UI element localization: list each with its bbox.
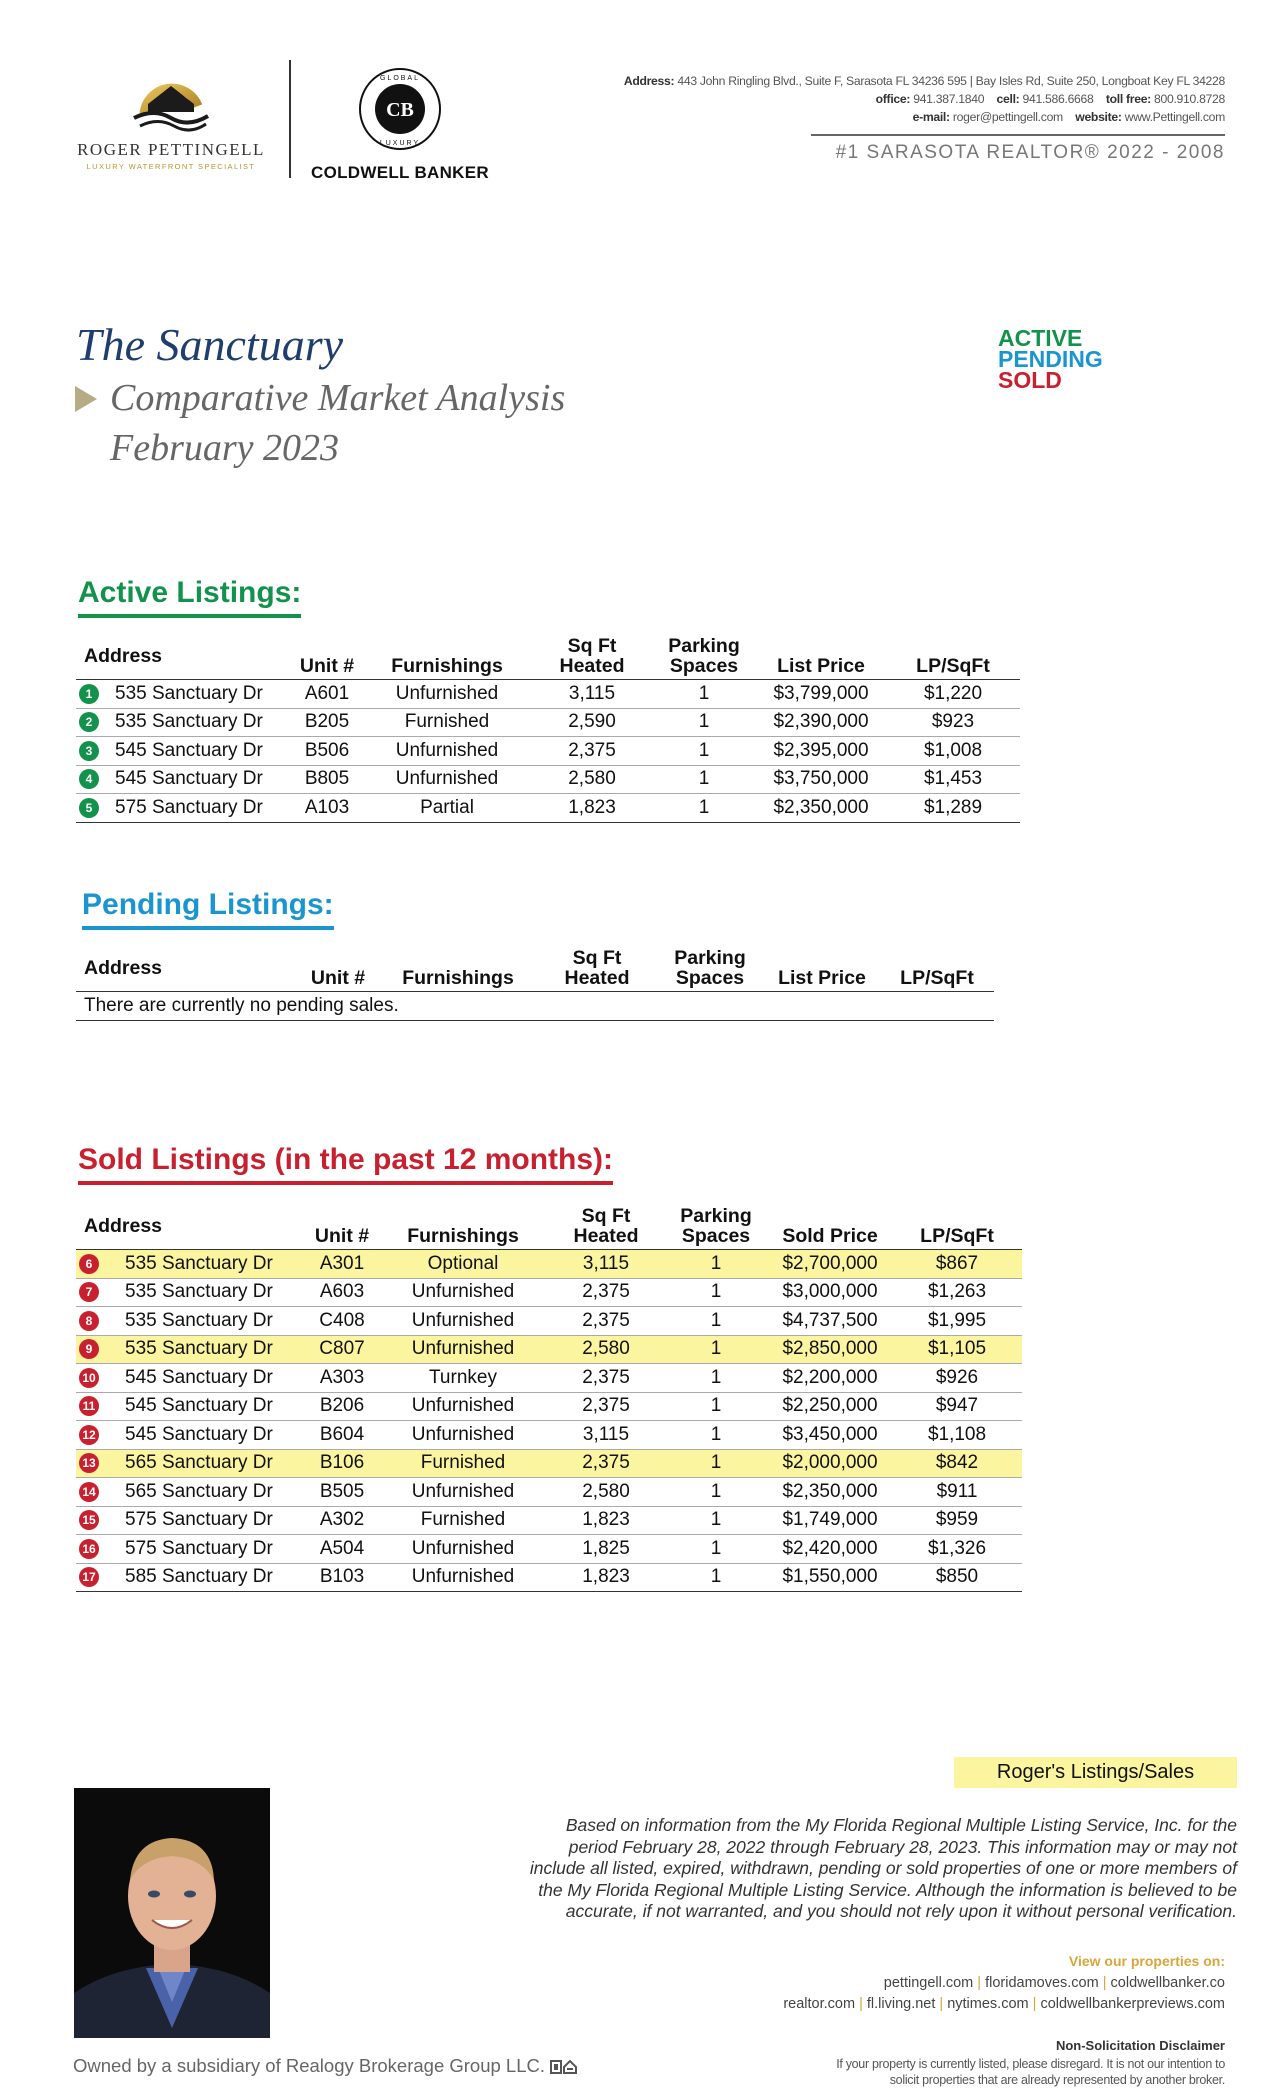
cell-sqft: 2,590 [532,708,652,737]
col-address: Address [84,1215,163,1237]
cell-sqft: 2,580 [548,1478,664,1507]
table-row [76,1421,1022,1450]
cell-furnishings: Unfurnished [362,680,532,709]
col-parking: Parking Spaces [668,635,740,677]
page-subtitle: Comparative Market Analysis [110,377,566,419]
col-address: Address [84,957,163,979]
legend-pending: PENDING [998,346,1103,372]
cell-ppsf: $850 [892,1563,1022,1592]
property-links [783,1973,1225,2015]
report-date: February 2023 [110,427,340,469]
cell-unit: C807 [306,1335,378,1364]
cell-unit: C408 [306,1307,378,1336]
col-ppsf: LP/SqFt [916,655,990,677]
legend-active: ACTIVE [998,325,1083,351]
cell-price: $3,450,000 [768,1421,892,1450]
property-site-link[interactable]: floridamoves.com [985,1975,1099,1991]
cell-unit: B206 [306,1392,378,1421]
cell-parking: 1 [652,765,756,794]
listing-number-badge: 14 [79,1482,99,1502]
cell-sqft: 3,115 [548,1250,664,1279]
address-text: 535 Sanctuary Dr [115,711,263,733]
cell-sqft: 1,825 [548,1535,664,1564]
view-properties-label: View our properties on: [1068,1953,1225,1969]
cell-price: $2,395,000 [756,737,886,766]
cell-unit: A504 [306,1535,378,1564]
cell-unit: B505 [306,1478,378,1507]
cell-unit: A103 [292,794,362,823]
table-header-row [76,636,1020,680]
address-text: 545 Sanctuary Dr [115,739,263,761]
col-unit: Unit # [314,1225,370,1247]
cell-furnishings: Unfurnished [362,765,532,794]
table-header-row [76,1206,1022,1250]
tollfree-phone: 800.910.8728 [1154,92,1225,106]
cell-price: $1,749,000 [768,1506,892,1535]
cell-address [76,737,292,766]
cell-ppsf: $1,289 [886,794,1020,823]
cell-furnishings: Unfurnished [378,1535,548,1564]
listing-number-badge: 17 [79,1567,99,1587]
cell-furnishings: Unfurnished [378,1478,548,1507]
cell-ppsf: $926 [892,1364,1022,1393]
listing-number-badge: 3 [79,741,99,761]
email-link[interactable]: roger@pettingell.com [952,110,1063,124]
cell-unit: A301 [306,1250,378,1279]
roger-pettingell-logo [66,66,276,186]
cell-address [76,708,292,737]
cell-parking: 1 [664,1421,768,1450]
table-row [76,1307,1022,1336]
cell-unit: A603 [306,1278,378,1307]
cell-sqft: 2,580 [548,1335,664,1364]
agent-portrait-icon [74,1788,270,2038]
status-legend [998,325,1103,393]
cell-address [76,1563,306,1592]
seal-mark: CB [386,99,414,121]
address-text: 535 Sanctuary Dr [125,1252,273,1274]
link-separator: | [1098,1975,1111,1991]
address-text: 565 Sanctuary Dr [125,1480,273,1502]
pending-heading: Pending Listings: [82,888,334,922]
col-price: List Price [777,655,865,677]
listing-number-badge: 2 [79,712,99,732]
cell-address [76,1364,306,1393]
cell-unit: A303 [306,1364,378,1393]
cell-address [76,1392,306,1421]
cell-price: $2,000,000 [768,1449,892,1478]
address-text: 535 Sanctuary Dr [115,682,263,704]
cell-address [76,1449,306,1478]
col-furnishings: Furnishings [407,1225,519,1247]
cell-unit: B604 [306,1421,378,1450]
cell-parking: 1 [664,1563,768,1592]
address-text: 585 Sanctuary Dr [125,1566,273,1588]
table-row [76,680,1020,709]
table-row [76,1449,1022,1478]
office-phone: 941.387.1840 [913,92,985,106]
table-row [76,992,994,1021]
cell-sqft: 2,375 [548,1307,664,1336]
cell-price: $2,850,000 [768,1335,892,1364]
listing-number-badge: 7 [79,1282,99,1302]
cell-address [76,1335,306,1364]
property-site-link[interactable]: coldwellbankerpreviews.com [1040,1996,1225,2012]
col-unit: Unit # [310,967,366,989]
cell-parking: 1 [664,1392,768,1421]
col-sqft: Sq Ft Heated [559,635,625,677]
cell-ppsf: $1,108 [892,1421,1022,1450]
col-ppsf: LP/SqFt [920,1225,994,1247]
cell-ppsf: $1,995 [892,1307,1022,1336]
cell-unit: A601 [292,680,362,709]
header-rule [811,134,1225,136]
cell-furnishings: Furnished [378,1506,548,1535]
cell-address [76,1478,306,1507]
table-row [76,765,1020,794]
table-row [76,1250,1022,1279]
listing-number-badge: 8 [79,1311,99,1331]
cell-address [76,1307,306,1336]
address-text: 545 Sanctuary Dr [125,1395,273,1417]
triangle-arrow-icon [75,386,97,412]
cell-furnishings: Unfurnished [378,1278,548,1307]
cell-parking: 1 [664,1250,768,1279]
cell-unit: B106 [306,1449,378,1478]
cell-price: $4,737,500 [768,1307,892,1336]
cell-ppsf: $947 [892,1392,1022,1421]
cell-phone: 941.586.6668 [1022,92,1094,106]
table-row [76,1335,1022,1364]
cell-ppsf: $1,263 [892,1278,1022,1307]
cell-parking: 1 [652,708,756,737]
listing-number-badge: 6 [79,1254,99,1274]
col-parking: Parking Spaces [680,1205,752,1247]
cell-price: $1,550,000 [768,1563,892,1592]
listing-number-badge: 4 [79,769,99,789]
table-row [76,1506,1022,1535]
cell-address [76,1535,306,1564]
office-address: 443 John Ringling Blvd., Suite F, Sarasota FL 34236 595 | Bay Isles Rd, Suite 250, Longboat Key FL 34228 [677,74,1225,88]
sold-heading: Sold Listings (in the past 12 months): [78,1143,613,1177]
cell-price: $2,420,000 [768,1535,892,1564]
cell-parking: 1 [664,1307,768,1336]
address-text: 575 Sanctuary Dr [125,1537,273,1559]
cell-parking: 1 [664,1506,768,1535]
cell-address [76,680,292,709]
cell-price: $2,350,000 [756,794,886,823]
coldwell-banker-logo [300,66,500,182]
property-site-link[interactable]: coldwellbanker.co [1110,1975,1225,1991]
link-separator: | [973,1975,986,1991]
col-parking: Parking Spaces [674,947,746,989]
link-separator: | [855,1996,867,2012]
col-price: List Price [778,967,866,989]
table-row [76,794,1020,823]
cell-address [76,765,292,794]
cell-parking: 1 [664,1335,768,1364]
table-row [76,1364,1022,1393]
listing-number-badge: 13 [79,1453,99,1473]
listing-number-badge: 16 [79,1539,99,1559]
cell-furnishings: Optional [378,1250,548,1279]
cell-furnishings: Unfurnished [378,1335,548,1364]
logo-divider [289,60,291,178]
cell-sqft: 2,375 [532,737,652,766]
address-text: 535 Sanctuary Dr [125,1338,273,1360]
link-separator: | [935,1996,948,2012]
col-unit: Unit # [299,655,355,677]
cell-ppsf: $1,220 [886,680,1020,709]
cell-unit: B506 [292,737,362,766]
address-text: 545 Sanctuary Dr [115,768,263,790]
table-row [76,737,1020,766]
col-address: Address [84,645,163,667]
cell-parking: 1 [652,680,756,709]
realtor-ranking: #1 SARASOTA REALTOR® 2022 - 2008 [835,142,1225,163]
col-sqft: Sq Ft Heated [573,1205,639,1247]
cell-furnishings: Unfurnished [378,1421,548,1450]
cell-ppsf: $923 [886,708,1020,737]
cell-address [76,1506,306,1535]
listing-number-badge: 12 [79,1425,99,1445]
cell-ppsf: $959 [892,1506,1022,1535]
cell-price: $3,000,000 [768,1278,892,1307]
col-ppsf: LP/SqFt [900,967,974,989]
cell-furnishings: Unfurnished [378,1563,548,1592]
cell-sqft: 1,823 [548,1563,664,1592]
cell-sqft: 2,375 [548,1364,664,1393]
agent-photo [74,1788,270,2038]
property-site-link[interactable]: pettingell.com [883,1975,974,1991]
cell-parking: 1 [664,1278,768,1307]
sold-listings-table [76,1206,1022,1592]
listing-number-badge: 11 [79,1396,99,1416]
property-site-link[interactable]: fl.living.net [866,1996,936,2012]
cell-furnishings: Partial [362,794,532,823]
cell-unit: B805 [292,765,362,794]
seal-bottom-text: LUXURY [379,140,421,147]
cell-furnishings: Unfurnished [362,737,532,766]
cell-ppsf: $842 [892,1449,1022,1478]
listing-number-badge: 9 [79,1339,99,1359]
address-text: 545 Sanctuary Dr [125,1423,273,1445]
page-title: The Sanctuary [76,319,344,370]
cell-unit: A302 [306,1506,378,1535]
seal-top-text: GLOBAL [379,75,421,82]
address-text: 575 Sanctuary Dr [125,1509,273,1531]
cell-furnishings: Unfurnished [378,1307,548,1336]
cell-price: $3,799,000 [756,680,886,709]
address-text: 535 Sanctuary Dr [125,1281,273,1303]
table-row [76,1392,1022,1421]
col-price: Sold Price [782,1225,878,1247]
table-header-row [76,948,994,992]
property-site-link[interactable]: nytimes.com [947,1996,1029,2012]
nonsolicit-text: If your property is currently listed, please disregard. It is not our intention to solicit properties that are already represented by another broker. [836,2057,1225,2087]
cell-address [76,794,292,823]
cell-ppsf: $1,008 [886,737,1020,766]
table-row [76,1535,1022,1564]
cell-address [76,1250,306,1279]
partner-name: COLDWELL BANKER [311,163,489,182]
listing-number-badge: 15 [79,1510,99,1530]
link-separator: | [1028,1996,1041,2012]
active-listings-table [76,636,1020,823]
cell-address [76,1421,306,1450]
table-row [76,1278,1022,1307]
cell-parking: 1 [664,1535,768,1564]
cell-ppsf: $1,105 [892,1335,1022,1364]
col-sqft: Sq Ft Heated [564,947,630,989]
nonsolicit-title: Non-Solicitation Disclaimer [1055,2038,1225,2053]
cell-price: $3,750,000 [756,765,886,794]
cell-parking: 1 [664,1478,768,1507]
pending-listings-table [76,948,994,1021]
cell-sqft: 1,823 [548,1506,664,1535]
col-furnishings: Furnishings [402,967,514,989]
address-text: 565 Sanctuary Dr [125,1452,273,1474]
cell-sqft: 2,375 [548,1449,664,1478]
no-pending-message: There are currently no pending sales. [76,992,994,1021]
col-furnishings: Furnishings [391,655,503,677]
website-link[interactable]: www.Pettingell.com [1124,110,1225,124]
rogers-listings-legend: Roger's Listings/Sales [954,1757,1237,1788]
cell-sqft: 1,823 [532,794,652,823]
listing-number-badge: 5 [79,798,99,818]
cell-sqft: 2,580 [532,765,652,794]
table-row [76,708,1020,737]
equal-housing-icon [550,2059,578,2075]
cell-price: $2,200,000 [768,1364,892,1393]
address-text: 545 Sanctuary Dr [125,1366,273,1388]
ownership-statement: Owned by a subsidiary of Realogy Brokerage Group LLC. [73,2055,578,2077]
cell-ppsf: $1,453 [886,765,1020,794]
cell-ppsf: $911 [892,1478,1022,1507]
cell-parking: 1 [652,737,756,766]
cell-unit: B205 [292,708,362,737]
cb-global-luxury-seal-icon [357,66,443,152]
listing-number-badge: 1 [79,684,99,704]
cell-parking: 1 [664,1449,768,1478]
cell-sqft: 2,375 [548,1278,664,1307]
legend-sold: SOLD [998,367,1062,393]
cell-price: $2,350,000 [768,1478,892,1507]
table-row [76,1478,1022,1507]
cell-unit: B103 [306,1563,378,1592]
cell-address [76,1278,306,1307]
cell-parking: 1 [664,1364,768,1393]
cell-sqft: 3,115 [532,680,652,709]
contact-block: Address: 443 John Ringling Blvd., Suite F, Sarasota FL 34236 595 | Bay Isles Rd, Suite 250, Longboat Key FL 34228 office: 941.387.1840 cell: 941.586.6668 toll free: 800.910.8728 e-mail: roger@pettingell.com website: www.Pettingell.com [623,74,1225,124]
cell-sqft: 2,375 [548,1392,664,1421]
active-heading: Active Listings: [78,576,301,610]
cell-furnishings: Turnkey [378,1364,548,1393]
listing-number-badge: 10 [79,1368,99,1388]
mls-disclaimer: Based on information from the My Florida Regional Multiple Listing Service, Inc. for the period February 28, 2022 through February 28, 2023. This information may or may not include all listed, expired, withdrawn, pending or sold properties of one or more members of the My Florida Regional Multiple Listing Service. Although the information is believed to be accurate, if not warranted, and you should not rely upon it without personal verification. [529,1815,1237,1921]
property-site-link[interactable]: realtor.com [783,1996,856,2012]
address-text: 575 Sanctuary Dr [115,796,263,818]
house-wave-icon [126,66,216,136]
cell-parking: 1 [652,794,756,823]
brand-name: ROGER PETTINGELL [77,140,265,159]
cell-price: $2,390,000 [756,708,886,737]
brand-tagline: LUXURY WATERFRONT SPECIALIST [86,162,256,171]
cell-sqft: 3,115 [548,1421,664,1450]
cell-price: $2,700,000 [768,1250,892,1279]
cell-furnishings: Unfurnished [378,1392,548,1421]
cell-furnishings: Furnished [378,1449,548,1478]
address-text: 535 Sanctuary Dr [125,1309,273,1331]
table-row [76,1563,1022,1592]
cell-ppsf: $867 [892,1250,1022,1279]
cell-ppsf: $1,326 [892,1535,1022,1564]
cell-furnishings: Furnished [362,708,532,737]
cell-price: $2,250,000 [768,1392,892,1421]
